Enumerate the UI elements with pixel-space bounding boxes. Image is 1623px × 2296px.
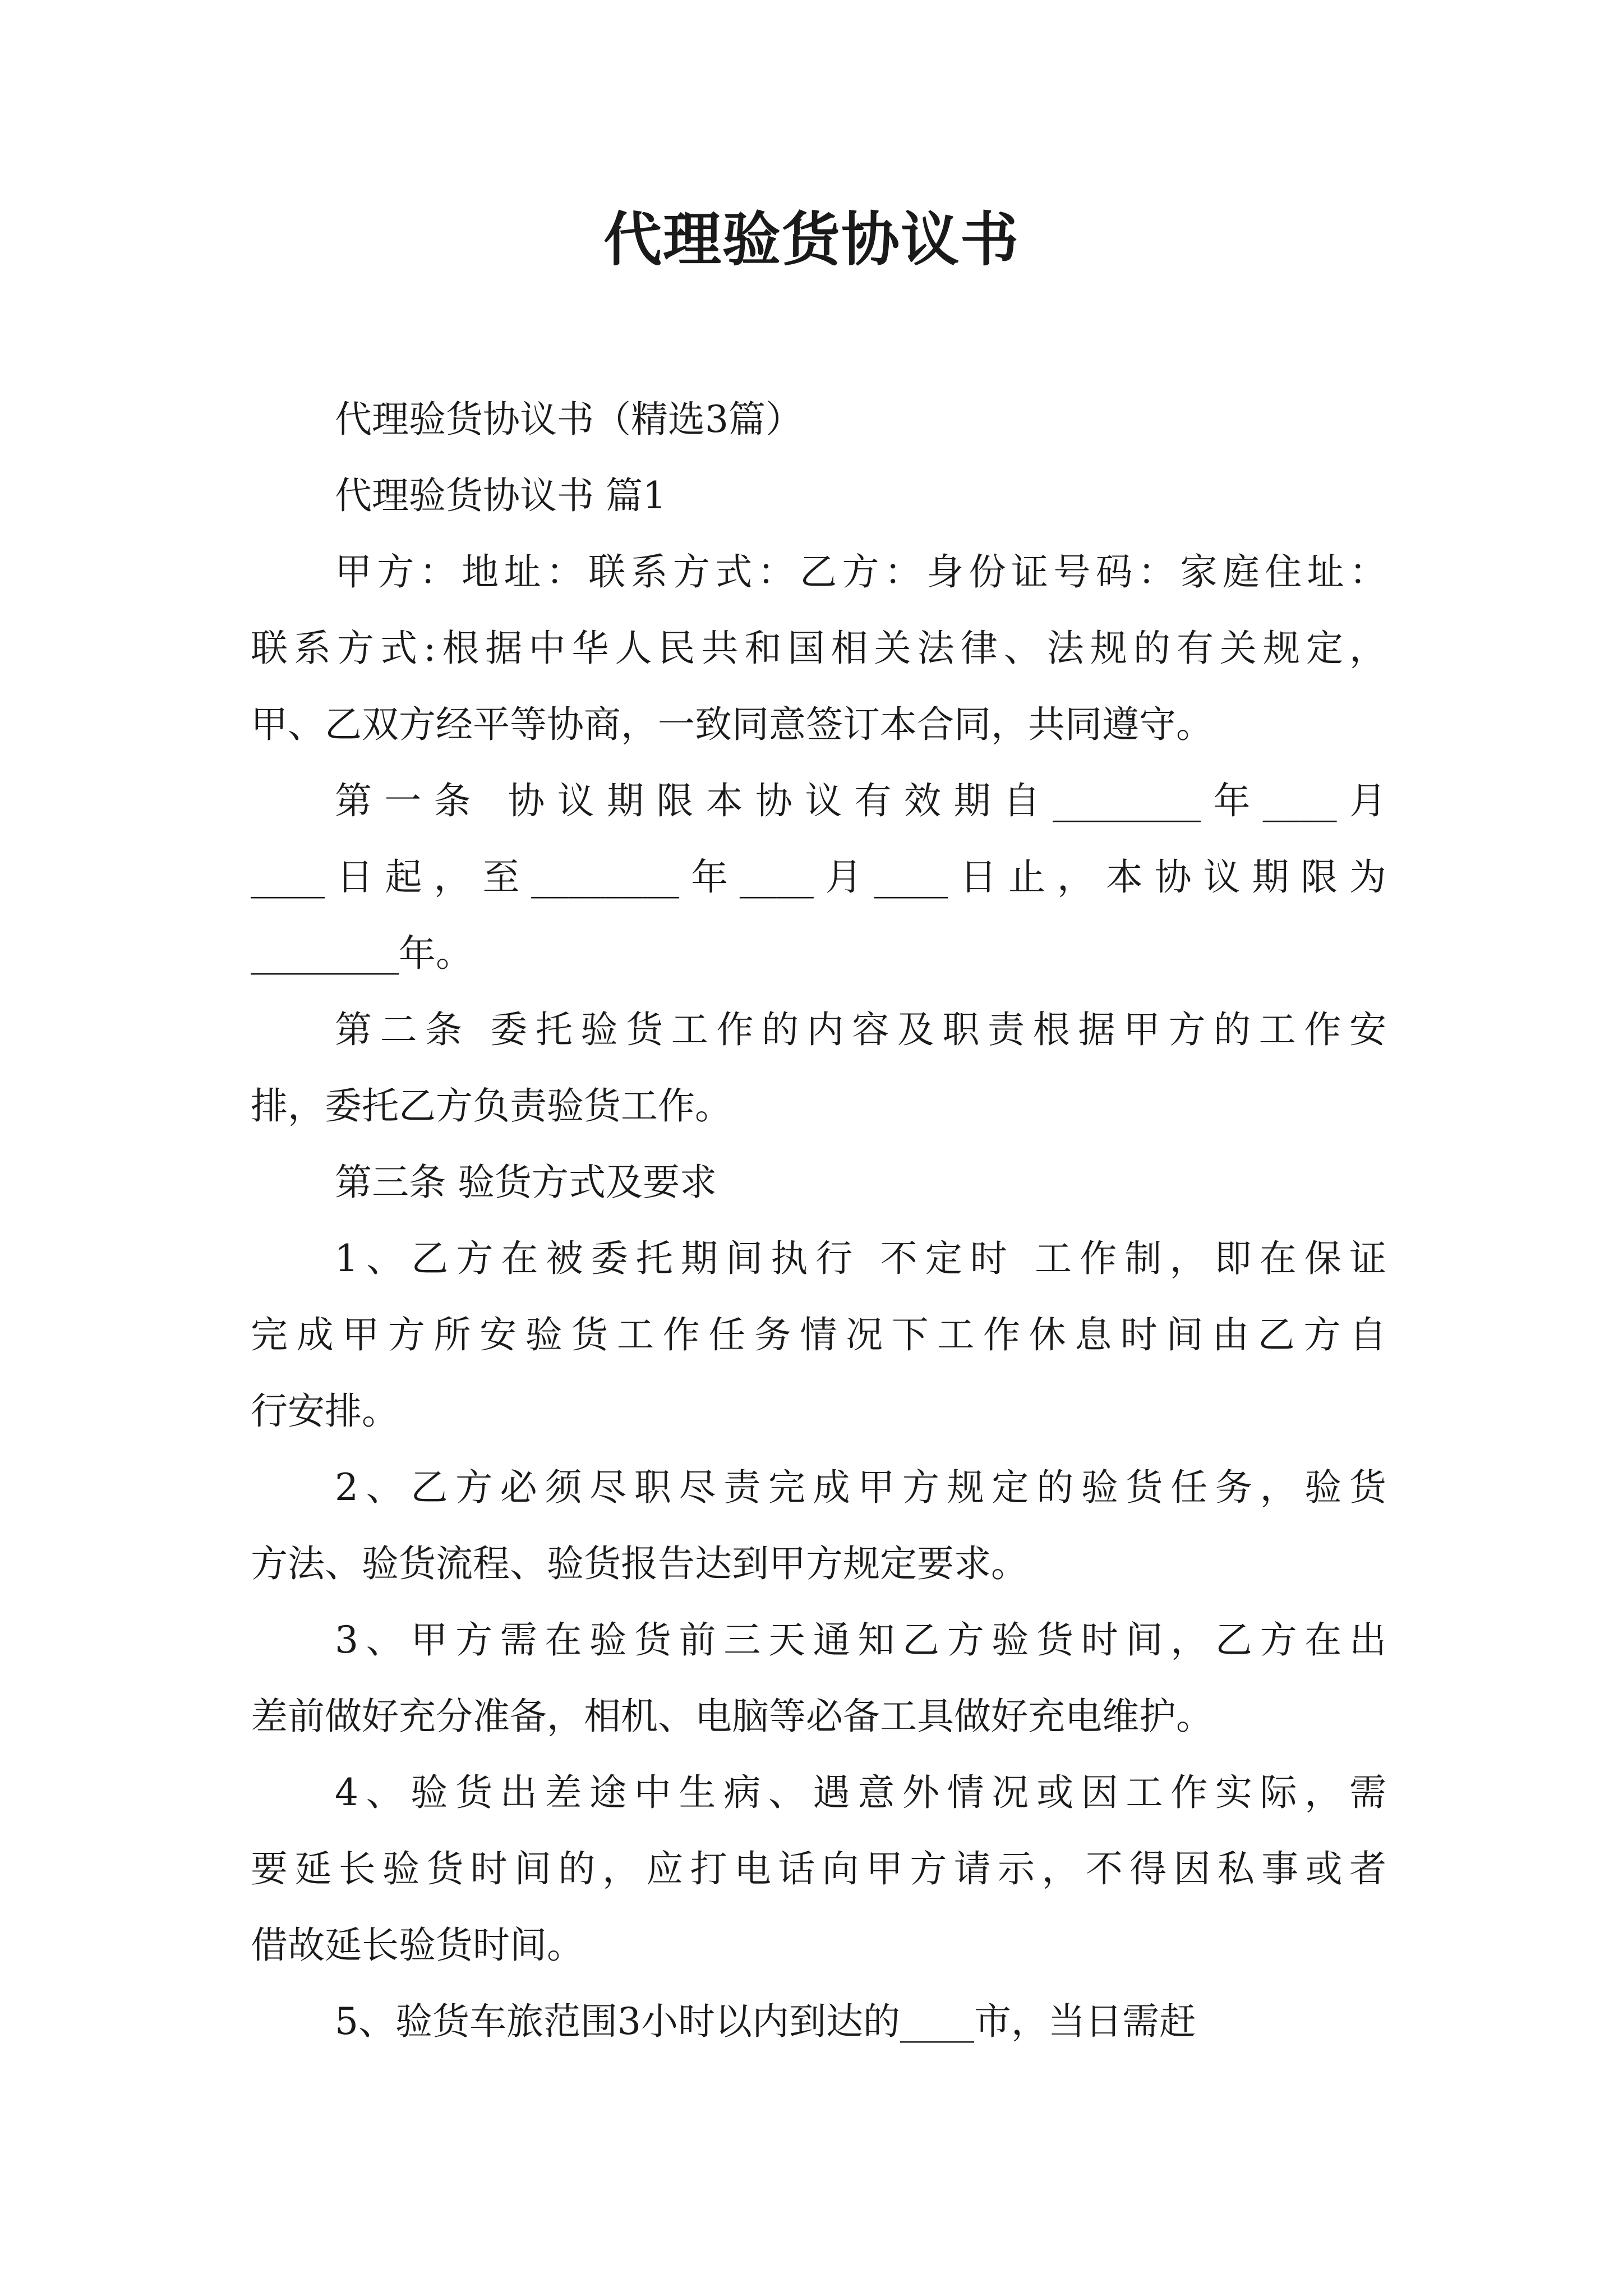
paragraph-line: 方法、验货流程、验货报告达到甲方规定要求。 bbox=[251, 1542, 1028, 1585]
paragraph-line: 代理验货协议书 篇1 bbox=[335, 474, 666, 517]
paragraph-line: 甲方：地址：联系方式：乙方：身份证号码：家庭住址： bbox=[335, 550, 1386, 593]
paragraph-item-4 bbox=[251, 1755, 1386, 1984]
paragraph-subtitle bbox=[251, 381, 1386, 458]
paragraph-item-5 bbox=[251, 1984, 1386, 2060]
paragraph-article-2 bbox=[251, 992, 1386, 1144]
paragraph-line: 行安排。 bbox=[251, 1389, 399, 1433]
paragraph-line: 差前做好充分准备，相机、电脑等必备工具做好充电维护。 bbox=[251, 1695, 1213, 1738]
paragraph-item-2 bbox=[251, 1450, 1386, 1602]
paragraph-item-1 bbox=[251, 1221, 1386, 1450]
paragraph-line: 第一条 协议期限本协议有效期自________年____月 bbox=[335, 779, 1386, 822]
paragraph-line: 要延长验货时间的，应打电话向甲方请示，不得因私事或者 bbox=[251, 1847, 1386, 1890]
paragraph-line: 5、验货车旅范围3小时以内到达的____市，当日需赶 bbox=[335, 2000, 1196, 2043]
paragraph-line: 3、甲方需在验货前三天通知乙方验货时间，乙方在出 bbox=[335, 1618, 1386, 1662]
paragraph-article-1 bbox=[251, 763, 1386, 992]
paragraph-parties bbox=[251, 534, 1386, 763]
paragraph-line: ____日起，至________年____月____日止，本协议期限为 bbox=[251, 855, 1386, 899]
paragraph-line: 借故延长验货时间。 bbox=[251, 1924, 584, 1967]
paragraph-line: 1、乙方在被委托期间执行 不定时 工作制，即在保证 bbox=[335, 1237, 1386, 1280]
paragraph-part-heading bbox=[251, 458, 1386, 534]
paragraph-line: 甲、乙双方经平等协商，一致同意签订本合同，共同遵守。 bbox=[251, 703, 1213, 746]
paragraph-line: 2、乙方必须尽职尽责完成甲方规定的验货任务，验货 bbox=[335, 1466, 1386, 1509]
paragraph-article-3 bbox=[251, 1144, 1386, 1221]
paragraph-line: 第三条 验货方式及要求 bbox=[335, 1161, 717, 1204]
paragraph-line: 完成甲方所安验货工作任务情况下工作休息时间由乙方自 bbox=[251, 1313, 1386, 1356]
paragraph-line: 联系方式:根据中华人民共和国相关法律、法规的有关规定， bbox=[251, 627, 1386, 670]
paragraph-line: 排，委托乙方负责验货工作。 bbox=[251, 1084, 732, 1128]
paragraph-item-3 bbox=[251, 1602, 1386, 1755]
document-body bbox=[251, 381, 1386, 2060]
paragraph-line: 4、验货出差途中生病、遇意外情况或因工作实际，需 bbox=[335, 1771, 1386, 1814]
paragraph-line: 代理验货协议书（精选3篇） bbox=[335, 398, 803, 441]
document-title: 代理验货协议书 bbox=[603, 205, 1020, 274]
paragraph-line: 第二条 委托验货工作的内容及职责根据甲方的工作安 bbox=[335, 1008, 1386, 1051]
paragraph-line: ________年。 bbox=[251, 932, 473, 975]
